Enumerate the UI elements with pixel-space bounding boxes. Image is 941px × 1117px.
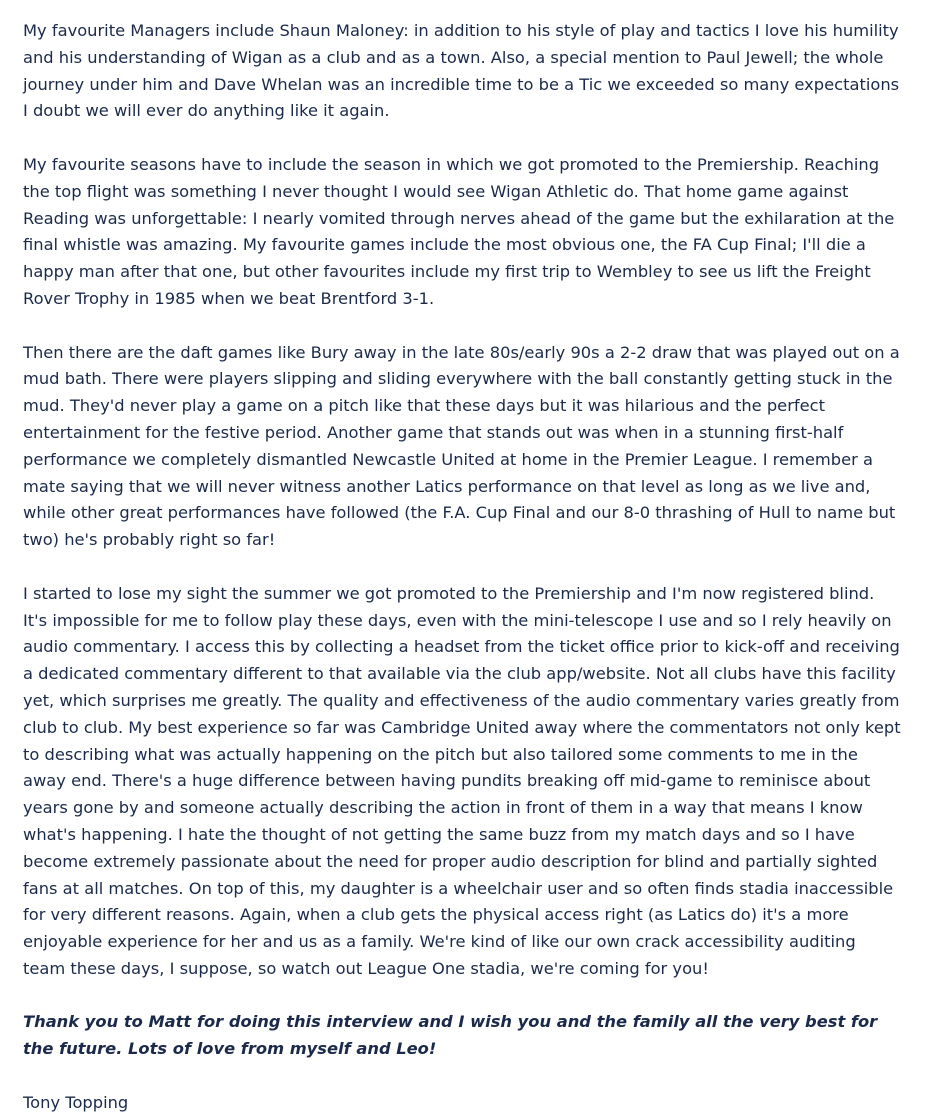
- paragraph-seasons: My favourite seasons have to include the season in which we got promoted to the Premiership. Reaching the top flight was something I never thought I would see Wigan Athletic do. That home game against Reading was unforgettable: I nearly vomited through nerves ahead of the game but the exhilaration at the final whistle was amazing. My favourite games include the most obvious one, the FA Cup Final; I'll die a happy man after that one, but other favourites include my first trip to Wembley to see us lift the Freight Rover Trophy in 1985 when we beat Brentford 3-1.: [23, 154, 895, 308]
- paragraph-managers: My favourite Managers include Shaun Maloney: in addition to his style of play and tactics I love his humility and his understanding of Wigan as a club and as a town. Also, a special mention to Paul Jewell; the whole journey under him and Dave Whelan was an incredible time to be a Tic we exceeded so many expectations I doubt we will ever do anything like it again.: [23, 21, 900, 121]
- paragraph-daft-games: Then there are the daft games like Bury away in the late 80s/early 90s a 2-2 draw that was played out on a mud bath. There were players slipping and sliding everywhere with the ball constantly getting stuck in the mud. They'd never play a game on a pitch like that these days but it was hilarious and the perfect entertainment for the festive period. Another game that stands out was when in a stunning first-half performance we completely dismantled Newcastle United at home in the Premier League. I remember a mate saying that we will never witness another Latics performance on that level as long as we live and, while other great performances have followed (the F.A. Cup Final and our 8-0 thrashing of Hull to name but two) he's probably right so far!: [23, 342, 900, 550]
- author-signature: Tony Topping: [23, 1092, 129, 1112]
- paragraph-sight-loss: I started to lose my sight the summer we got promoted to the Premiership and I'm now registered blind. It's impossible for me to follow play these days, even with the mini-telescope I use and so I rely heavily on audio commentary. I access this by collecting a headset from the ticket office prior to kick-off and receiving a dedicated commentary different to that available via the club app/website. Not all clubs have this facility yet, which surprises me greatly. The quality and effectiveness of the audio commentary varies greatly from club to club. My best experience so far was Cambridge United away where the commentators not only kept to describing what was actually happening on the pitch but also tailored some comments to me in the away end. There's a huge difference between having pundits breaking off mid-game to reminisce about years gone by and someone actually describing the action in front of them in a way that means I know what's happening. I hate the thought of not getting the same buzz from my match days and so I have become extremely passionate about the need for proper audio description for blind and partially sighted fans at all matches. On top of this, my daughter is a wheelchair user and so often finds stadia inaccessible for very different reasons. Again, when a club gets the physical access right (as Latics do) it's a more enjoyable experience for her and us as a family. We're kind of like our own crack accessibility auditing team these days, I suppose, so watch out League One stadia, we're coming for you!: [23, 583, 901, 978]
- closing-message: Thank you to Matt for doing this interview and I wish you and the family all the very best for the future. Lots of love from myself and Leo!: [23, 1012, 878, 1059]
